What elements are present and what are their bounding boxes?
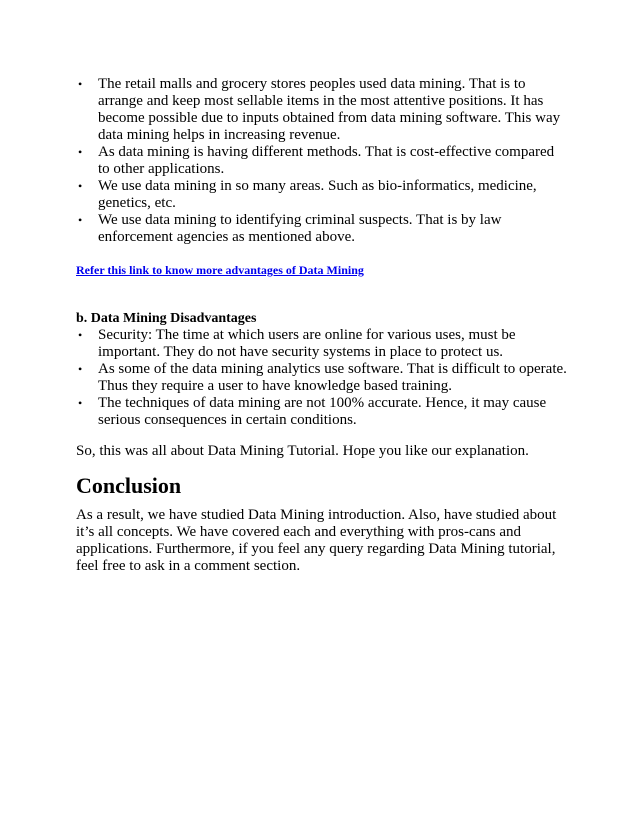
list-item-text: The techniques of data mining are not 100% accurate. Hence, it may cause serious consequences in certain conditions. (98, 395, 547, 428)
bullet-icon: • (78, 179, 83, 193)
summary-paragraph: So, this was all about Data Mining Tutorial. Hope you like our explanation. (76, 443, 529, 459)
conclusion-paragraph: As a result, we have studied Data Mining introduction. Also, have studied about it’s all concepts. We have covered each and everything with pros-cans and applications. Furthermore, if you feel any query regarding Data Mining tutorial, feel free to ask in a comment section. (76, 507, 557, 574)
list-item (76, 361, 568, 395)
list-item-text: Security: The time at which users are online for various uses, must be important. They do not have security systems in place to protect us. (98, 327, 516, 360)
list-item (76, 76, 568, 144)
bullet-icon: • (78, 145, 83, 159)
disadvantages-list (76, 327, 568, 429)
list-item (76, 178, 568, 212)
bullet-icon: • (78, 328, 83, 342)
list-item (76, 144, 568, 178)
conclusion-heading: Conclusion (76, 473, 182, 498)
list-item-text: We use data mining to identifying criminal suspects. That is by law enforcement agencies as mentioned above. (98, 212, 502, 245)
bullet-icon: • (78, 396, 83, 410)
list-item-text: As data mining is having different methods. That is cost-effective compared to other applications. (98, 144, 555, 177)
list-item-text: The retail malls and grocery stores peoples used data mining. That is to arrange and keep most sellable items in the most attentive positions. It has become possible due to inputs obtained from data mining software. This way data mining helps in increasing revenue. (98, 76, 561, 143)
document-body (76, 76, 568, 575)
list-item (76, 395, 568, 429)
bullet-icon: • (78, 362, 83, 376)
advantages-link[interactable]: Refer this link to know more advantages of Data Mining (76, 263, 364, 277)
list-item (76, 327, 568, 361)
list-item-text: As some of the data mining analytics use software. That is difficult to operate. Thus they require a user to have knowledge based training. (98, 361, 567, 394)
disadvantages-heading: b. Data Mining Disadvantages (76, 311, 257, 326)
bullet-icon: • (78, 77, 83, 91)
bullet-icon: • (78, 213, 83, 227)
list-item (76, 212, 568, 246)
list-item-text: We use data mining in so many areas. Such as bio-informatics, medicine, genetics, etc. (98, 178, 537, 211)
advantages-link-paragraph (76, 262, 568, 279)
advantages-list (76, 76, 568, 246)
